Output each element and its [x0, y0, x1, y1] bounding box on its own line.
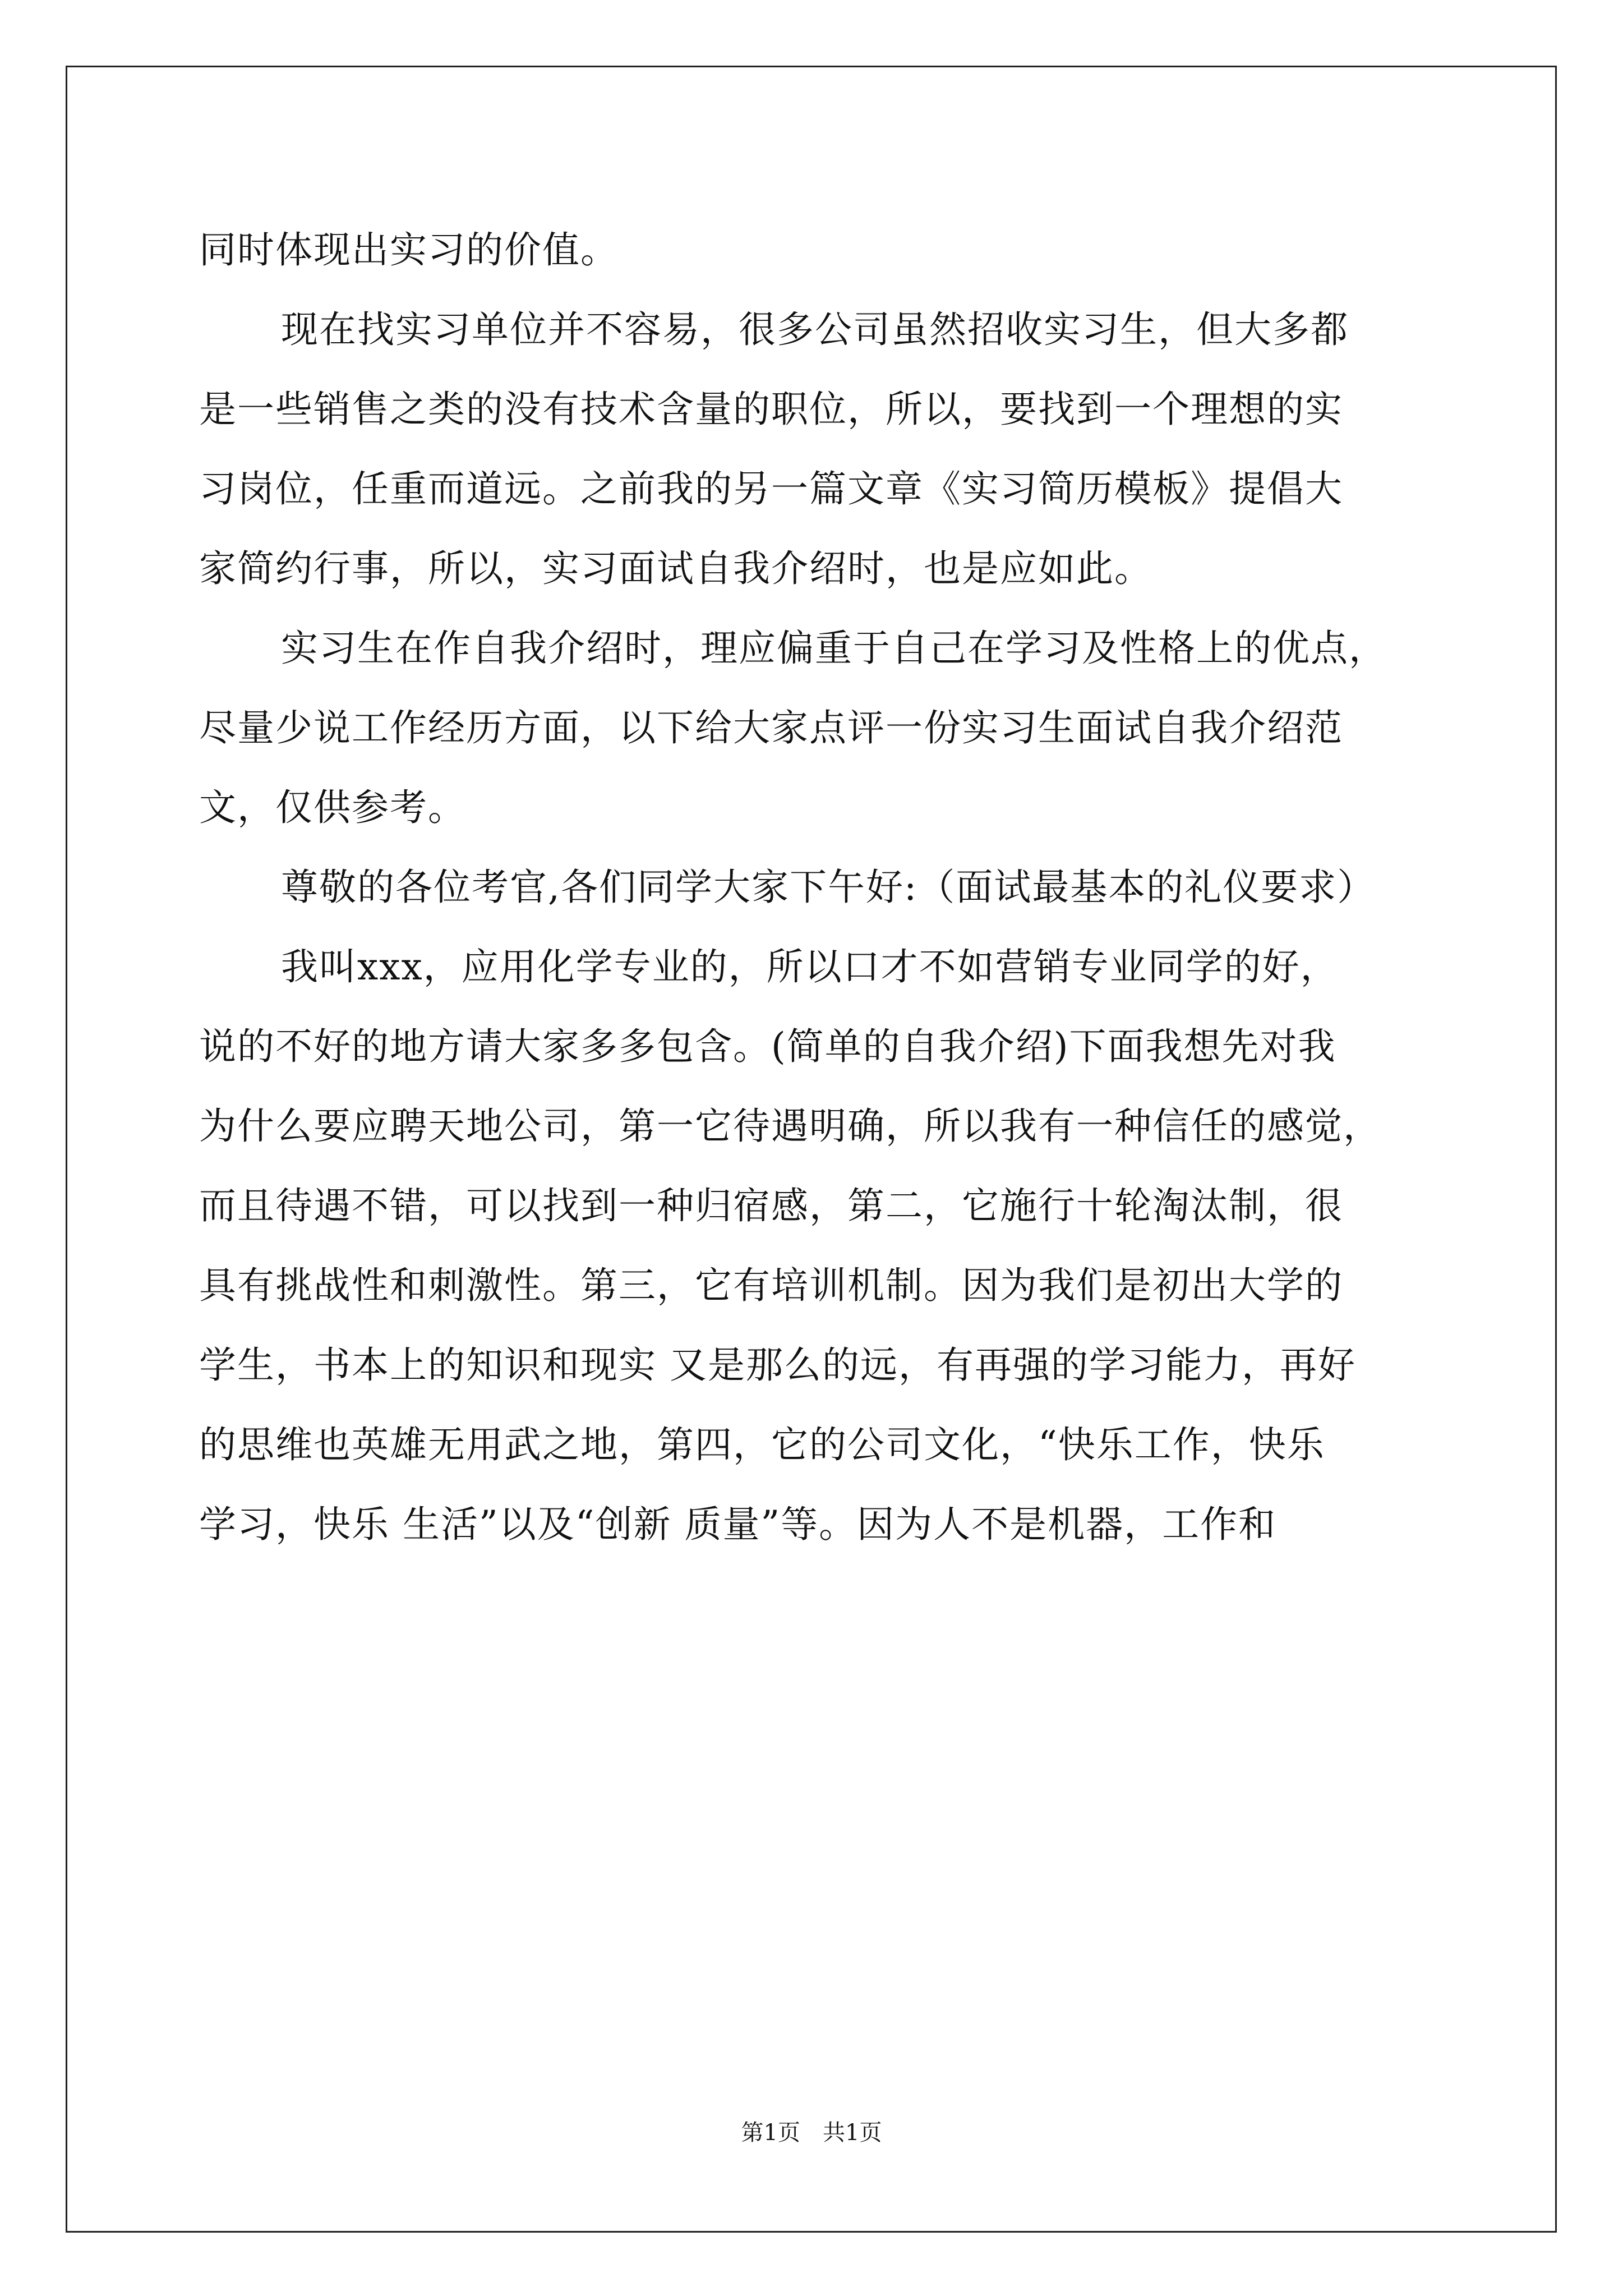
text-line-16: 的思维也英雄无用武之地，第四，它的公司文化，“快乐工作，快乐	[199, 1423, 1325, 1466]
text-line-9: 尊敬的各位考官,各们同学大家下午好:（面试最基本的礼仪要求）	[281, 866, 1376, 909]
page-footer: 第1页 共1页	[741, 2120, 882, 2146]
text-line-5: 家简约行事，所以，实习面试自我介绍时，也是应如此。	[199, 547, 1152, 590]
text-line-12: 为什么要应聘天地公司，第一它待遇明确，所以我有一种信任的感觉，	[199, 1105, 1381, 1148]
text-line-2: 现在找实习单位并不容易，很多公司虽然招收实习生，但大多都	[281, 308, 1349, 351]
text-line-13: 而且待遇不错，可以找到一种归宿感，第二，它施行十轮淘汰制，很	[199, 1184, 1343, 1227]
text-line-10: 我叫xxx，应用化学专业的，所以口才不如营销专业同学的好，	[281, 945, 1339, 988]
text-line-3: 是一些销售之类的没有技术含量的职位，所以，要找到一个理想的实	[199, 388, 1343, 431]
text-line-15: 学生，书本上的知识和现实 又是那么的远，有再强的学习能力，再好	[199, 1343, 1356, 1387]
text-line-11: 说的不好的地方请大家多多包含。(简单的自我介绍)下面我想先对我	[199, 1025, 1336, 1068]
document-body	[199, 210, 1422, 1565]
text-line-14: 具有挑战性和刺激性。第三，它有培训机制。因为我们是初出大学的	[199, 1264, 1343, 1307]
text-line-6: 实习生在作自我介绍时，理应偏重于自己在学习及性格上的优点，	[281, 627, 1387, 670]
text-line-7: 尽量少说工作经历方面，以下给大家点评一份实习生面试自我介绍范	[199, 706, 1343, 749]
text-line-1: 同时体现出实习的价值。	[199, 228, 619, 272]
text-line-8: 文，仅供参考。	[199, 786, 466, 829]
text-line-17: 学习，快乐 生活”以及“创新 质量”等。因为人不是机器，工作和	[199, 1503, 1277, 1546]
text-line-4: 习岗位，任重而道远。之前我的另一篇文章《实习简历模板》提倡大	[199, 467, 1343, 510]
